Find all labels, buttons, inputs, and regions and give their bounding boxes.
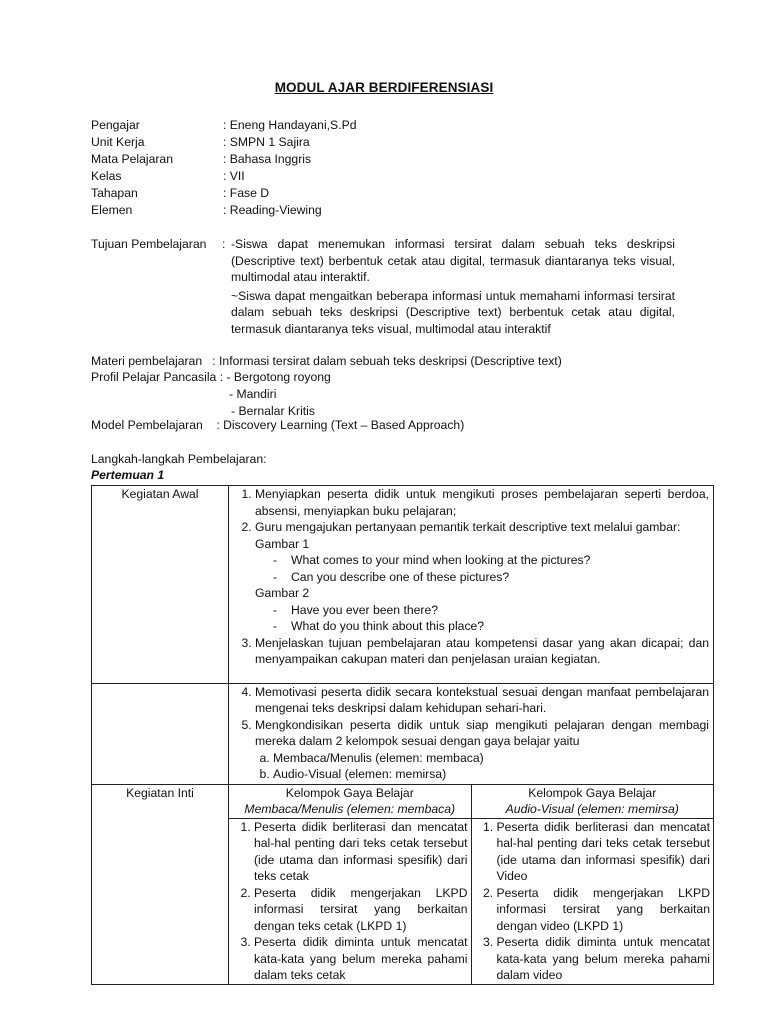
meta-label: Mata Pelajaran	[91, 152, 173, 166]
awal-list-continued	[233, 684, 709, 783]
list-item: 2. Peserta didik mengerjakan LKPD informasi tersirat yang berkaitan dengan video (LKPD 1)	[497, 885, 711, 935]
objectives-label: Tujuan Pembelajaran	[91, 237, 207, 251]
meta-row-elemen	[91, 202, 691, 219]
model-line: Model Pembelajaran : Discovery Learning (Text – Based Approach)	[91, 418, 465, 432]
meta-label: Unit Kerja	[91, 135, 145, 149]
meta-row-unit-kerja	[91, 134, 691, 151]
list-item	[255, 717, 709, 783]
objective-2: ~Siswa dapat mengaitkan beberapa informasi untuk memahami informasi tersirat dalam sebuah teks deskripsi (Descriptive text) berbentuk cetak atau digital, termasuk diantaranya teks visual, multimodal atau interaktif	[231, 288, 675, 336]
group-2-header	[471, 784, 714, 818]
list-item: 1. Menyiapkan peserta didik untuk mengikuti proses pembelajaran seperti berdoa, absensi, menyiapkan buku pelajaran;	[255, 486, 709, 519]
list-item: 4. Memotivasi peserta didik secara kontekstual sesuai dengan manfaat pembelajaran mengenai teks deskripsi dalam kehidupan sehari-hari.	[255, 684, 709, 717]
kegiatan-awal-content	[229, 486, 714, 684]
list-item: 3. Menjelaskan tujuan pembelajaran atau kompetensi dasar yang akan dicapai; dan menyampaikan cakupan materi dan penjelasan uraian kegiatan.	[255, 635, 709, 668]
meta-label: Elemen	[91, 203, 133, 217]
group-2-sub: Audio-Visual (elemen: memirsa)	[505, 802, 679, 816]
group-item: b. Audio-Visual (elemen: memirsa)	[273, 766, 709, 783]
question-item: - What comes to your mind when looking at the pictures?	[273, 552, 709, 569]
list-item: 1. Peserta didik berliterasi dan mencatat hal-hal penting dari teks cetak tersebut (ide utama dan informasi spesifik) dari Video	[497, 819, 711, 885]
meta-row-mata-pelajaran	[91, 151, 691, 168]
list-item: 1. Peserta didik berliterasi dan mencatat hal-hal penting dari teks cetak tersebut (ide utama dan informasi spesifik) dari teks cetak	[254, 819, 468, 885]
list-item: 3. Peserta didik diminta untuk mencatat kata-kata yang belum mereka pahami dalam video	[497, 934, 711, 984]
group-1-activities	[229, 818, 472, 984]
group-2-activities	[471, 818, 714, 984]
question-item: - What do you think about this place?	[273, 618, 709, 635]
kegiatan-inti-cell: Kegiatan Inti	[92, 784, 229, 984]
group-2-list	[475, 819, 711, 984]
group-2-head: Kelompok Gaya Belajar	[528, 785, 657, 800]
list-item	[255, 519, 709, 635]
group-1-list	[232, 819, 468, 984]
kegiatan-awal-cell: Kegiatan Awal	[92, 486, 229, 684]
table-row	[92, 784, 714, 818]
identity-block	[91, 117, 691, 219]
meeting-heading: Pertemuan 1	[91, 468, 165, 482]
meta-row-kelas	[91, 168, 691, 185]
objectives-colon: :	[222, 237, 226, 251]
profil-line-1: Profil Pelajar Pancasila : - Bergotong royong	[91, 370, 331, 384]
profil-line-2: - Mandiri	[229, 387, 277, 401]
group-1-sub: Membaca/Menulis (elemen: membaca)	[244, 802, 456, 816]
meta-label: Pengajar	[91, 118, 140, 132]
objectives-text	[231, 236, 675, 339]
group-1-header	[229, 784, 472, 818]
empty-cell	[92, 683, 229, 784]
table-row	[92, 683, 714, 784]
list-item: 2. Peserta didik mengerjakan LKPD informasi tersirat yang berkaitan dengan teks cetak (LKPD 1)	[254, 885, 468, 935]
gambar-1-questions	[255, 552, 709, 585]
awal-list	[233, 486, 709, 668]
profil-line-3: - Bernalar Kritis	[231, 404, 315, 418]
list-item-text: Guru mengajukan pertanyaan pemantik terkait descriptive text melalui gambar:	[255, 520, 681, 534]
question-item: - Can you describe one of these pictures?	[273, 569, 709, 586]
question-item: - Have you ever been there?	[273, 602, 709, 619]
group-item: a. Membaca/Menulis (elemen: membaca)	[273, 750, 709, 767]
meta-label: Kelas	[91, 169, 122, 183]
document-title: MODUL AJAR BERDIFERENSIASI	[274, 80, 494, 95]
meta-value: : Fase D	[223, 186, 270, 200]
meta-row-tahapan	[91, 185, 691, 202]
kegiatan-awal-continued	[229, 683, 714, 784]
steps-heading: Langkah-langkah Pembelajaran:	[91, 452, 267, 466]
list-item-text: Mengkondisikan peserta didik untuk siap mengikuti pelajaran dengan membagi mereka dalam 2 kelompok sesuai dengan gaya belajar yaitu	[255, 717, 709, 748]
objective-1: -Siswa dapat menemukan informasi tersirat dalam sebuah teks deskripsi (Descriptive text) berbentuk cetak atau digital, termasuk diantaranya teks visual, multimodal atau interaktif.	[231, 237, 675, 284]
materi-line: Materi pembelajaran : Informasi tersirat dalam sebuah teks deskripsi (Descriptive text)	[91, 354, 562, 368]
gambar-2-label: Gambar 2	[255, 586, 310, 600]
meta-value: : Reading-Viewing	[223, 203, 322, 217]
meta-value: : VII	[223, 169, 245, 183]
gambar-2-questions	[255, 602, 709, 635]
meta-row-pengajar	[91, 117, 691, 134]
gambar-1-label: Gambar 1	[255, 536, 310, 551]
meta-value: : Bahasa Inggris	[223, 152, 312, 166]
activities-table	[91, 485, 714, 985]
group-list	[255, 750, 709, 783]
table-row	[92, 486, 714, 684]
group-1-head: Kelompok Gaya Belajar	[285, 785, 414, 800]
meta-value: : SMPN 1 Sajira	[223, 135, 310, 149]
meta-value: : Eneng Handayani,S.Pd	[223, 118, 357, 132]
list-item: 3. Peserta didik diminta untuk mencatat kata-kata yang belum mereka pahami dalam teks cetak	[254, 934, 468, 984]
meta-label: Tahapan	[91, 186, 138, 200]
